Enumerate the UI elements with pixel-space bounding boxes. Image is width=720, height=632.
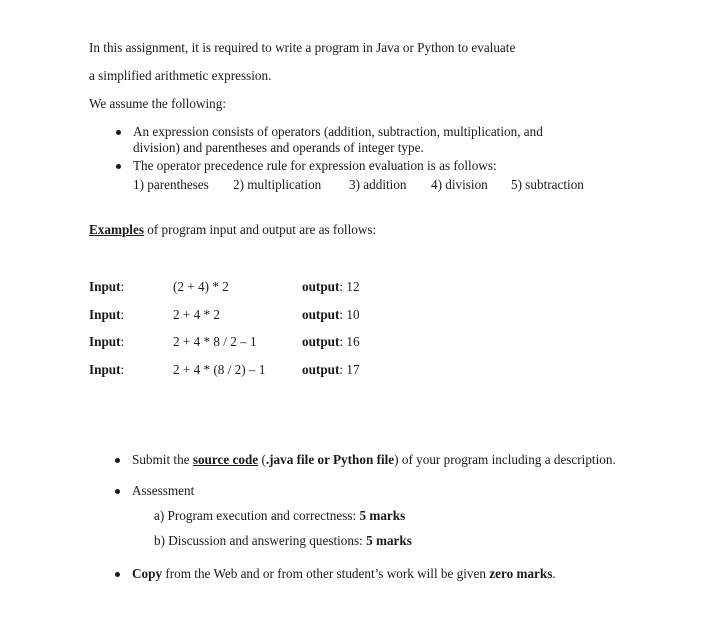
- example-row-1-expr: (2 + 4) * 2: [173, 279, 229, 294]
- example-row-1-output: output: 12: [302, 279, 360, 294]
- intro-line-1: In this assignment, it is required to write a program in Java or Python to evaluate: [89, 40, 516, 55]
- examples-heading-bold: Examples: [89, 222, 144, 237]
- bullet-icon: [116, 130, 121, 135]
- example-row-2-label: Input:: [89, 307, 125, 322]
- examples-heading-rest: of program input and output are as follows:: [143, 222, 377, 237]
- example-row-2-expr: 2 + 4 * 2: [173, 307, 220, 322]
- precedence-5: 5) subtraction: [511, 177, 584, 192]
- assume-heading: We assume the following:: [89, 96, 227, 111]
- examples-heading: [89, 222, 376, 238]
- assessment-heading: Assessment: [132, 483, 195, 498]
- example-row-4-label: Input:: [89, 362, 125, 377]
- precedence-4: 4) division: [431, 177, 488, 192]
- precedence-3: 3) addition: [349, 177, 407, 192]
- precedence-2: 2) multiplication: [233, 177, 322, 192]
- copy-warning: Copy from the Web and or from other student’s work will be given zero marks.: [132, 566, 556, 581]
- example-row-3-label: Input:: [89, 334, 125, 349]
- assessment-b: b) Discussion and answering questions: 5 marks: [154, 533, 412, 548]
- example-row-3-expr: 2 + 4 * 8 / 2 – 1: [173, 334, 257, 349]
- example-row-3-output: output: 16: [302, 334, 360, 349]
- example-row-4-output: output: 17: [302, 362, 360, 377]
- bullet-icon: [115, 489, 120, 494]
- example-row-2-output: output: 10: [302, 307, 360, 322]
- bullet-icon: [115, 458, 120, 463]
- bullet-icon: [115, 572, 120, 577]
- example-row-4-expr: 2 + 4 * (8 / 2) – 1: [173, 362, 266, 377]
- intro-line-2: a simplified arithmetic expression.: [89, 68, 272, 83]
- assumption-2-line-1: The operator precedence rule for expression evaluation is as follows:: [133, 158, 497, 173]
- assumption-1-line-1: An expression consists of operators (addition, subtraction, multiplication, and: [133, 124, 543, 139]
- submit-line: Submit the source code (.java file or Python file) of your program including a description.: [132, 452, 616, 467]
- bullet-icon: [116, 164, 121, 169]
- precedence-1: 1) parentheses: [133, 177, 209, 192]
- source-code-text: source code: [192, 452, 259, 467]
- assumption-1-line-2: division) and parentheses and operands of integer type.: [133, 140, 424, 155]
- assessment-a: a) Program execution and correctness: 5 marks: [154, 508, 406, 523]
- example-row-1-label: Input:: [89, 279, 125, 294]
